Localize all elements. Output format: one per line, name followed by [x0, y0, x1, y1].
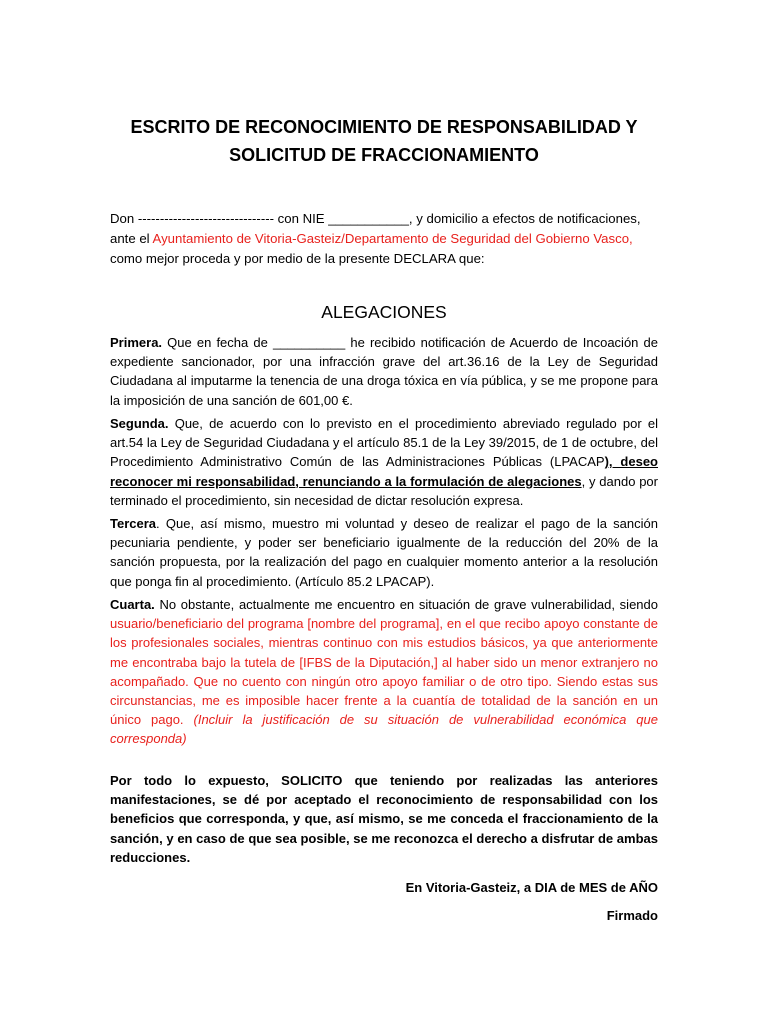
document-title	[110, 113, 658, 169]
paragraph-segunda	[110, 414, 658, 510]
primera-label: Primera.	[110, 335, 163, 350]
tercera-label: Tercera	[110, 516, 157, 531]
place-date: En Vitoria-Gasteiz, a DIA de MES de AÑO	[405, 880, 658, 895]
paragraph-cuarta	[110, 595, 658, 749]
request-paragraph: Por todo lo expuesto, SOLICITO que teniendo por realizadas las anteriores manifestaciones, se dé por aceptado el reconocimiento de responsabilidad con los beneficios que corresponda, y que, así mismo, se me conceda el fraccionamiento de la sanción, y en caso de que sea posible, se me reconozca el derecho a disfrutar de ambas reducciones.	[110, 773, 658, 865]
segunda-label: Segunda.	[110, 416, 169, 431]
paragraph-primera	[110, 333, 658, 410]
title-line-1: ESCRITO DE RECONOCIMIENTO DE RESPONSABILIDAD Y	[130, 117, 638, 137]
intro-paragraph	[110, 209, 658, 269]
section-heading: ALEGACIONES	[321, 302, 447, 322]
intro-text-1: Don ------------------------------- con NIE ___________, y domicilio a efectos de notificaciones, ante el	[110, 211, 641, 246]
cuarta-red-text: usuario/beneficiario del programa [nombre del programa], en el que recibo apoyo constante de los profesionales sociales, mientras continuo con mis estudios básicos, ya que anteriormente me encontraba bajo la tutela de [IFBS de la Diputación,] al haber sido un menor extranjero no acompañado. Que no cuento con ningún otro apoyo familiar o de otro tipo. Siendo estas sus circunstancias, me es imposible hacer frente a la cuantía de totalidad de la sanción en un único pago.	[110, 616, 658, 728]
segunda-underlined: ), deseo reconocer mi responsabilidad, renunciando a la formulación de alegaciones	[110, 454, 659, 489]
intro-entity: Ayuntamiento de Vitoria-Gasteiz/Departamento de Seguridad del Gobierno Vasco,	[152, 231, 633, 246]
paragraph-tercera	[110, 514, 658, 591]
segunda-text-2: , y dando por terminado el procedimiento, sin necesidad de dictar resolución expresa.	[110, 473, 658, 508]
title-line-2: SOLICITUD DE FRACCIONAMIENTO	[229, 145, 539, 165]
tercera-text: . Que, así mismo, muestro mi voluntad y deseo de realizar el pago de la sanción pecuniaria pendiente, y poder ser beneficiario igualmente de la reducción del 20% de la sanción propuesta, por la realización del pago en cualquier momento anterior a la resolución que ponga fin al procedimiento. (Artículo 85.2 LPACAP).	[110, 516, 658, 589]
primera-text: Que en fecha de __________ he recibido notificación de Acuerdo de Incoación de expediente sancionador, por una infracción grave del art.36.16 de la Ley de Seguridad Ciudadana al imputarme la tenencia de una droga tóxica en vía pública, y se me propone para la imposición de una sanción de 601,00 €.	[110, 335, 658, 408]
segunda-text-1: Que, de acuerdo con lo previsto en el procedimiento abreviado regulado por el art.54 la Ley de Seguridad Ciudadana y el artículo 85.1 de la Ley 39/2015, de 1 de octubre, del Procedimiento Administrativo Común de las Administraciones Públicas (LPACAP	[110, 416, 658, 470]
cuarta-text: No obstante, actualmente me encuentro en situación de grave vulnerabilidad, siendo	[154, 597, 658, 612]
cuarta-red-italic: (Incluir la justificación de su situación de vulnerabilidad económica que corresponda)	[110, 712, 658, 747]
cuarta-label: Cuarta.	[110, 597, 155, 612]
intro-text-2: como mejor proceda y por medio de la presente DECLARA que:	[110, 251, 485, 266]
signature: Firmado	[606, 908, 658, 923]
